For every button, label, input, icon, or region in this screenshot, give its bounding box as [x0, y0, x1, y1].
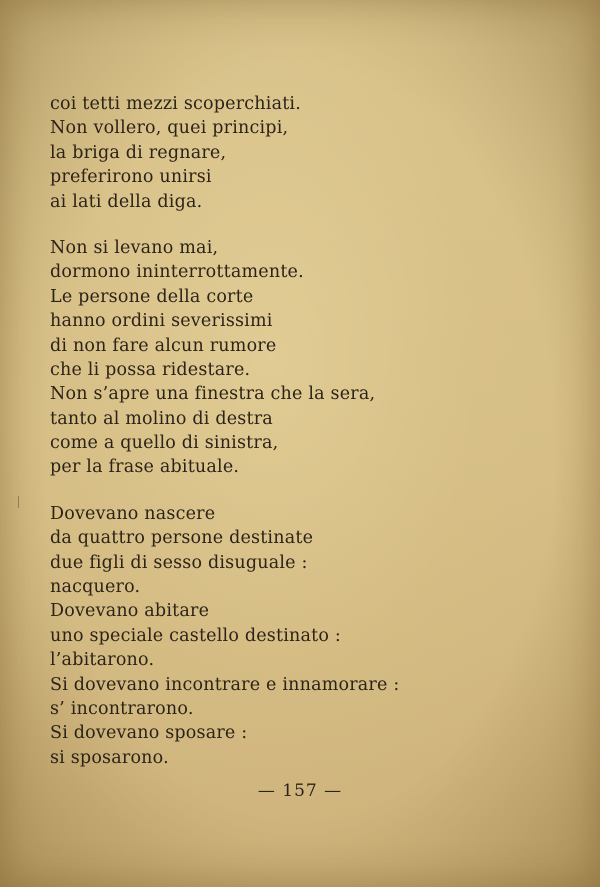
- poem-line: nacquero.: [50, 577, 141, 598]
- poem-line: da quattro persone destinate: [50, 528, 314, 549]
- poem-line: Dovevano nascere: [50, 503, 216, 524]
- poem-line: due figli di sesso disuguale :: [50, 552, 308, 573]
- poem-line: tanto al molino di destra: [50, 408, 273, 429]
- poem-line: Non vollero, quei principi,: [50, 118, 289, 139]
- poem-line: la briga di regnare,: [50, 142, 227, 163]
- poem-line: che li possa ridestare.: [50, 359, 251, 380]
- poem-line: ai lati della diga.: [50, 191, 203, 212]
- poem-line: Non si levano mai,: [50, 237, 219, 258]
- poem-line: l’abitarono.: [50, 650, 155, 671]
- poem-line: dormono ininterrottamente.: [50, 262, 304, 283]
- poem-line: di non fare alcun rumore: [50, 335, 277, 356]
- stanza-2: [50, 236, 570, 480]
- poem-line: come a quello di sinistra,: [50, 433, 279, 454]
- poem-line: Dovevano abitare: [50, 601, 210, 622]
- margin-mark: [18, 496, 19, 508]
- stanza-1: [50, 92, 570, 214]
- poem-line: Non s’apre una finestra che la sera,: [50, 384, 376, 405]
- poem-line: Le persone della corte: [50, 286, 254, 307]
- poem-line: preferirono unirsi: [50, 167, 212, 188]
- page-number: — 157 —: [257, 781, 343, 801]
- poem-line: coi tetti mezzi scoperchiati.: [50, 94, 301, 114]
- poem-text: [50, 92, 570, 770]
- poem-line: Si dovevano incontrare e innamorare :: [50, 674, 400, 695]
- poem-line: hanno ordini severissimi: [50, 311, 273, 332]
- poem-line: Si dovevano sposare :: [50, 723, 248, 744]
- poem-line: si sposarono.: [50, 747, 169, 768]
- stanza-3: [50, 502, 570, 770]
- poem-line: uno speciale castello destinato :: [50, 625, 341, 646]
- poem-line: s’ incontrarono.: [50, 698, 194, 719]
- poem-line: per la frase abituale.: [50, 457, 240, 478]
